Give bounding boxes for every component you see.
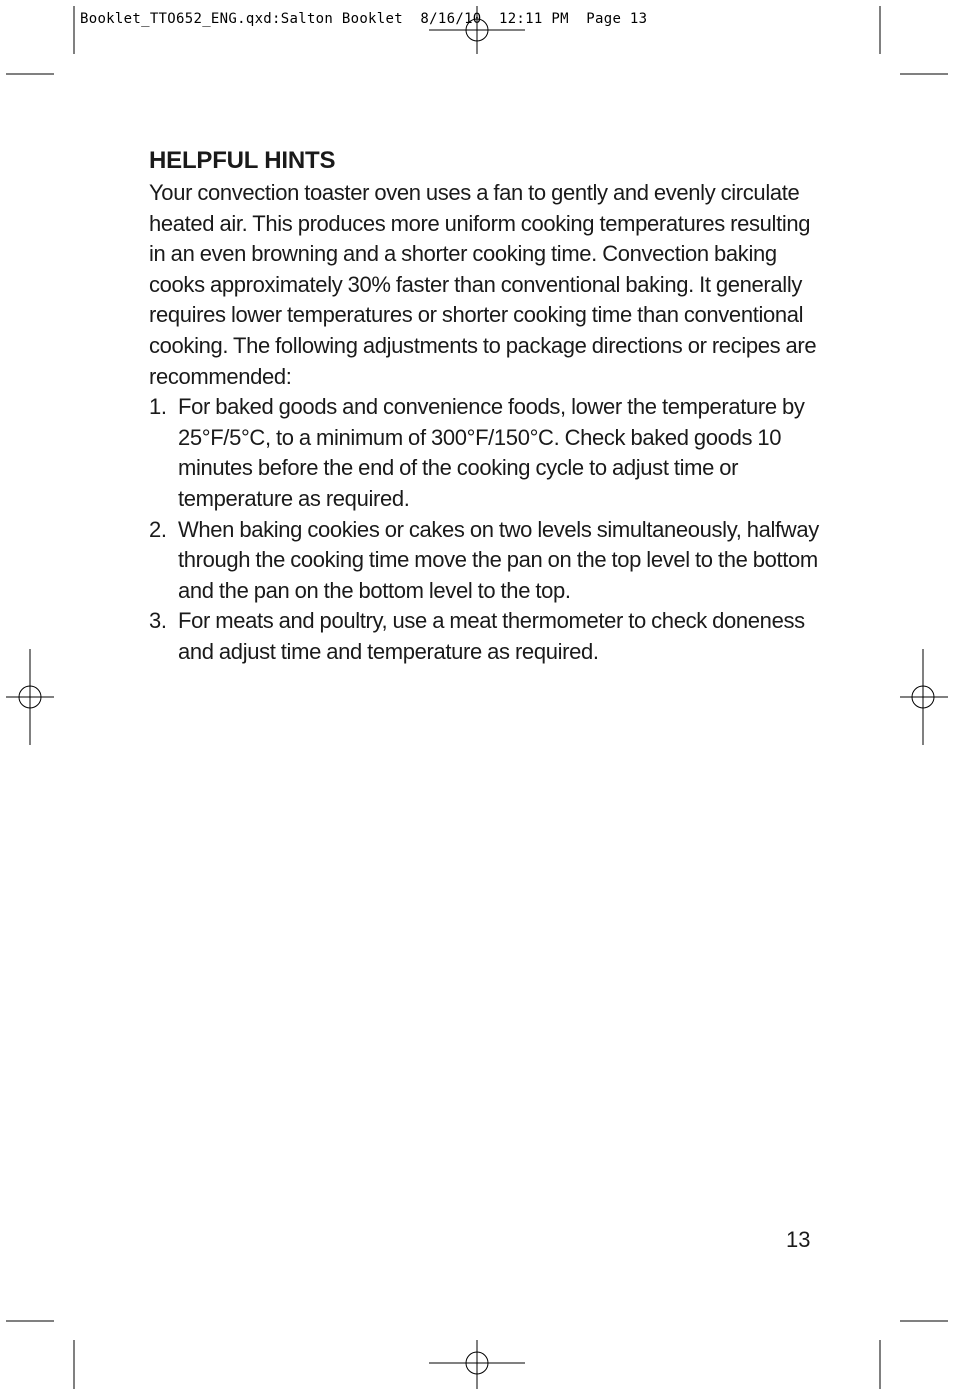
- registration-mark-bottom: [429, 1340, 525, 1389]
- list-item-number: 3.: [149, 608, 167, 634]
- list-item: [149, 392, 829, 514]
- hints-list: [149, 392, 829, 667]
- list-item-number: 1.: [149, 394, 167, 420]
- page-number: 13: [786, 1227, 811, 1252]
- list-item-text: When baking cookies or cakes on two levels simultaneously, halfway through the cooking time move the pan on the top level to the bottom and the pan on the bottom level to the top.: [178, 516, 819, 603]
- section-title: HELPFUL HINTS: [149, 147, 336, 174]
- list-item-number: 2.: [149, 516, 167, 542]
- list-item-text: For baked goods and convenience foods, lower the temperature by 25°F/5°C, to a minimum of 300°F/150°C. Check baked goods 10 minutes before the end of the cooking cycle to adjust time or temperature as required.: [178, 394, 805, 511]
- helpful-hints-section: [149, 146, 829, 668]
- list-item-text: For meats and poultry, use a meat thermometer to check doneness and adjust time and temperature as required.: [178, 608, 805, 664]
- intro-paragraph: Your convection toaster oven uses a fan to gently and evenly circulate heated air. This produces more uniform cooking temperatures resulting in an even browning and a shorter cooking time. Convection baking cooks approximately 30% faster than conventional baking. It generally requires lower temperatures or shorter cooking time than conventional cooking. The following adjustments to package directions or recipes are recommended:: [149, 180, 817, 389]
- list-item: [149, 606, 829, 667]
- list-item: [149, 515, 829, 607]
- registration-mark-left: [6, 649, 54, 745]
- registration-mark-right: [900, 649, 948, 745]
- print-slug-line: Booklet_TTO652_ENG.qxd:Salton Booklet 8/16/10 12:11 PM Page 13: [80, 11, 648, 27]
